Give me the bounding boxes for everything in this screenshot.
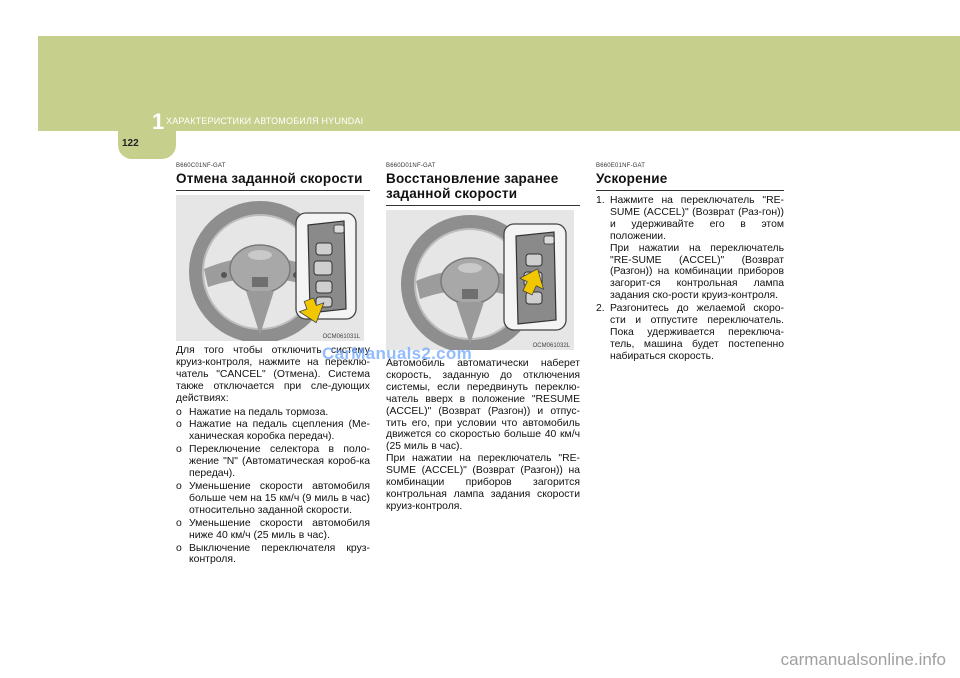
steering-wheel-figure [176,195,364,341]
section-heading: Отмена заданной скорости [176,171,363,186]
section-cancel [176,163,370,567]
list-item: o Переключение селектора в поло-жение "N" (Автоматическая короб-ка передач). [176,444,370,480]
footer-watermark: carmanualsonline.info [780,650,946,669]
figure-code: OCM061031L [322,334,360,340]
step-note: При нажатии на переключатель "RE-SUME (ACCEL)" (Возврат (Разгон)) на комбинации приборов загорит-ся контрольная лампа задания ско-рости круиз-контроля. [610,242,784,302]
steering-wheel-figure [386,210,574,350]
list-item: o Нажатие на педаль сцепления (Ме-ханическая коробка передач). [176,419,370,443]
cancel-conditions-list [176,407,370,567]
page-number: 122 [122,138,139,149]
list-item: o Уменьшение скорости автомобиля больше чем на 15 км/ч (9 миль в час) относительно заданной скорости. [176,480,370,516]
section-heading: Ускорение [596,171,668,186]
list-item: o Выключение переключателя круз-контроля. [176,542,370,566]
heading-rule [596,190,784,191]
chapter-number: 1 [152,109,165,134]
section-resume [386,163,580,513]
body-paragraph: При нажатии на переключатель "RE-SUME (ACCEL)" (Возврат (Разгон)) на комбинации приборов загорится контрольная лампа задания скорости круиз-контроля. [386,453,580,512]
steering-wheel-illustration [176,195,364,341]
steering-wheel-illustration [386,210,574,350]
step-item: 1. Нажмите на переключатель "RE-SUME (ACCEL)" (Возврат (Раз-гон)) и удерживайте его в этом положении. При нажатии на переключатель "RE-SUME (ACCEL)" (Возврат (Разгон)) на комбинации приборов загорит-ся контрольная лампа задания ско-рости круиз-контроля. [596,195,784,302]
section-accelerate [596,163,784,364]
overlay-watermark: CarManuals2.com [322,344,472,363]
intro-paragraph: Для того чтобы отключить систему круиз-контроля, нажмите на переклю-чатель "CANCEL" (Отмена). Система также отключается при сле-дующих действиях: [176,345,370,404]
figure-code: OCM061032L [532,343,570,349]
section-code: B660C01NF-GAT [176,163,226,169]
list-item: o Нажатие на педаль тормоза. [176,406,329,418]
chapter-title: ХАРАКТЕРИСТИКИ АВТОМОБИЛЯ HYUNDAI [166,116,364,126]
section-code: B660E01NF-GAT [596,163,646,169]
heading-rule [386,205,580,206]
section-code: B660D01NF-GAT [386,163,436,169]
body-paragraph: Автомобиль автоматически наберет скорость, заданную до отключения системы, если передвинуть переклю-чатель вверх в положение "RESUME (ACCEL)" (Возврат (Разгон)) и отпус-тить его, при условии что автомобиль движется со скоростью больше 40 км/ч (25 миль в час). [386,358,580,453]
steps-list [596,195,784,363]
list-item: o Уменьшение скорости автомобиля ниже 40 км/ч (25 миль в час). [176,517,370,541]
heading-rule [176,190,370,191]
section-heading: Восстановление заранее заданной скорости [386,171,559,201]
header-band-gap [38,131,960,145]
step-item: 2. Разгонитесь до желаемой скоро-сти и отпустите переключатель. Пока удерживается переключа-тель, машина будет постепенно набираться скорость. [596,303,784,362]
